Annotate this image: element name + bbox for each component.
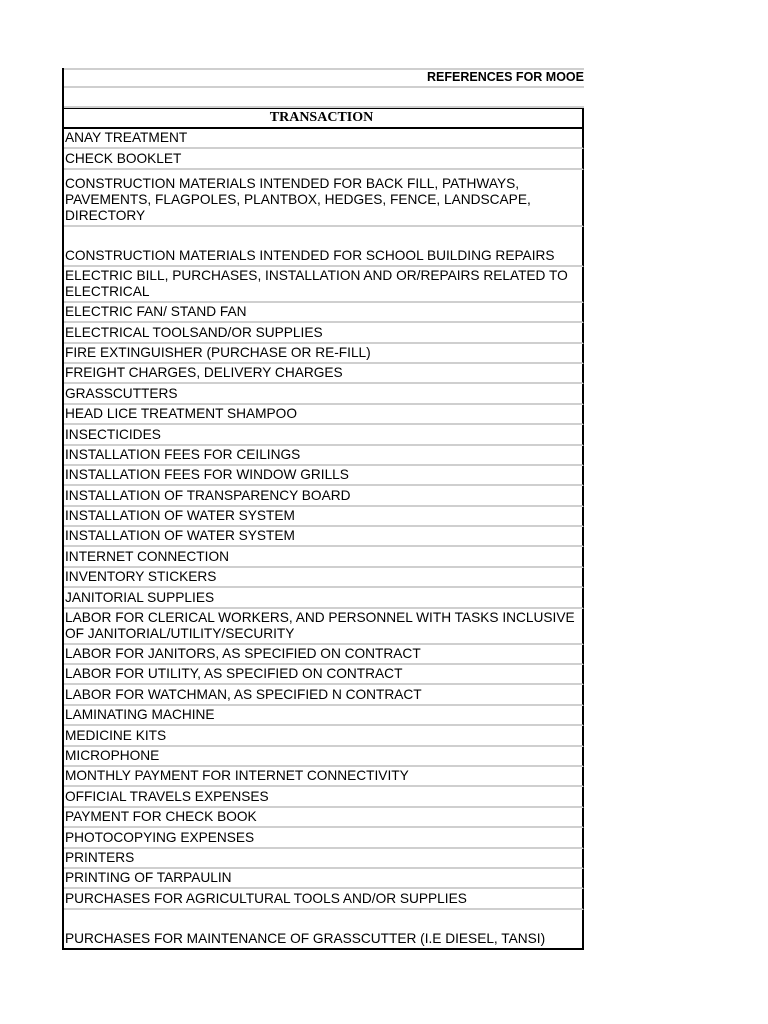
table-row: PRINTERS — [64, 849, 584, 869]
table-row: INSTALLATION FEES FOR CEILINGS — [64, 446, 584, 466]
table-row: INSTALLATION FEES FOR WINDOW GRILLS — [64, 466, 584, 486]
spreadsheet-table — [62, 68, 584, 950]
table-row: INSECTICIDES — [64, 425, 584, 445]
table-row: HEAD LICE TREATMENT SHAMPOO — [64, 405, 584, 425]
table-row: INSTALLATION OF TRANSPARENCY BOARD — [64, 486, 584, 506]
table-row: INVENTORY STICKERS — [64, 568, 584, 588]
table-row: JANITORIAL SUPPLIES — [64, 588, 584, 608]
table-row: MICROPHONE — [64, 747, 584, 767]
sheet-title-row — [64, 68, 584, 88]
table-row: MEDICINE KITS — [64, 726, 584, 746]
blank-row — [64, 88, 584, 108]
table-row: ELECTRICAL TOOLSAND/OR SUPPLIES — [64, 323, 584, 343]
sheet-title: REFERENCES FOR MOOE — [427, 70, 584, 84]
table-row: CONSTRUCTION MATERIALS INTENDED FOR SCHOOL BUILDING REPAIRS — [64, 227, 584, 267]
table-row: CONSTRUCTION MATERIALS INTENDED FOR BACK FILL, PATHWAYS, PAVEMENTS, FLAGPOLES, PLANTBOX, HEDGES, FENCE, LANDSCAPE, DIRECTORY — [64, 170, 584, 227]
table-row: FREIGHT CHARGES, DELIVERY CHARGES — [64, 364, 584, 384]
table-row: ELECTRIC FAN/ STAND FAN — [64, 303, 584, 323]
table-row: PHOTOCOPYING EXPENSES — [64, 828, 584, 848]
table-row: FIRE EXTINGUISHER (PURCHASE OR RE-FILL) — [64, 344, 584, 364]
table-row: INSTALLATION OF WATER SYSTEM — [64, 507, 584, 527]
table-row: GRASSCUTTERS — [64, 384, 584, 404]
table-row: LAMINATING MACHINE — [64, 706, 584, 726]
table-row: PRINTING OF TARPAULIN — [64, 869, 584, 889]
table-row: ELECTRIC BILL, PURCHASES, INSTALLATION AND OR/REPAIRS RELATED TO ELECTRICAL — [64, 267, 584, 303]
table-row: LABOR FOR CLERICAL WORKERS, AND PERSONNEL WITH TASKS INCLUSIVE OF JANITORIAL/UTILITY/SECURITY — [64, 609, 584, 645]
table-row: LABOR FOR UTILITY, AS SPECIFIED ON CONTRACT — [64, 665, 584, 685]
table-row: CHECK BOOKLET — [64, 149, 584, 169]
table-row: PURCHASES FOR MAINTENANCE OF GRASSCUTTER (I.E DIESEL, TANSI) — [64, 910, 584, 950]
table-row: LABOR FOR WATCHMAN, AS SPECIFIED N CONTRACT — [64, 685, 584, 705]
table-row: MONTHLY PAYMENT FOR INTERNET CONNECTIVITY — [64, 767, 584, 787]
table-row: INSTALLATION OF WATER SYSTEM — [64, 527, 584, 547]
table-row: ANAY TREATMENT — [64, 129, 584, 149]
table-row: INTERNET CONNECTION — [64, 547, 584, 567]
column-header-transaction: TRANSACTION — [64, 108, 584, 129]
table-row: PURCHASES FOR AGRICULTURAL TOOLS AND/OR SUPPLIES — [64, 889, 584, 909]
table-row: PAYMENT FOR CHECK BOOK — [64, 808, 584, 828]
table-row: OFFICIAL TRAVELS EXPENSES — [64, 787, 584, 807]
table-row: LABOR FOR JANITORS, AS SPECIFIED ON CONTRACT — [64, 645, 584, 665]
